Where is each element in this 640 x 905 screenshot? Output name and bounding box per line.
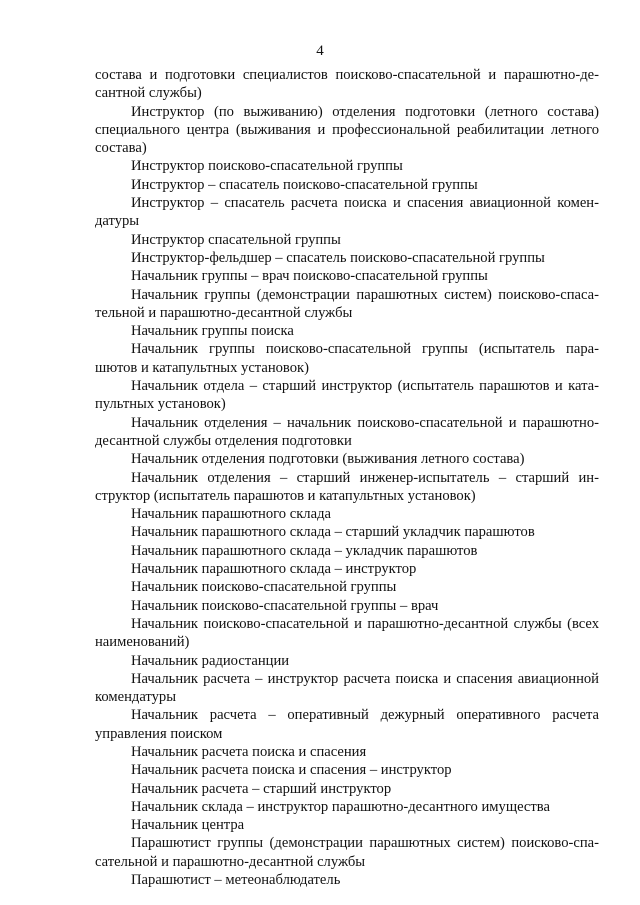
list-item: Парашютист группы (демонстрации парашютных систем) поисково-спасательной и парашютно-десантной службы [95,835,599,870]
list-item: Инструктор – спасатель поисково-спасательной группы [131,176,478,193]
list-item: Инструктор спасательной группы [131,231,341,248]
list-item: Начальник отделения – старший инженер-испытатель – старший инструктор (испытатель парашютов и катапультных установок) [95,469,599,504]
list-item: Инструктор – спасатель расчета поиска и спасения авиационной комендатуры [95,195,599,230]
list-item: Начальник группы поисково-спасательной группы (испытатель парашютов и катапультных установок) [95,341,599,376]
list-item: Начальник центра [131,817,245,834]
list-item: Начальник отдела – старший инструктор (испытатель парашютов и катапультных установок) [95,378,599,413]
list-item: Начальник группы поиска [131,323,294,340]
page-number: 4 [316,43,324,59]
list-item: Начальник расчета поиска и спасения [131,743,367,760]
list-item: Начальник расчета – инструктор расчета поиска и спасения авиационной комендатуры [95,670,599,706]
position-list [95,66,599,889]
list-item: Начальник поисково-спасательной группы [131,579,397,596]
list-item: Начальник радиостанции [131,652,290,669]
list-item: Начальник парашютного склада – инструктор [131,561,417,578]
list-item: Начальник склада – инструктор парашютно-десантного имущества [131,798,550,815]
list-item: Начальник парашютного склада – укладчик парашютов [131,542,478,559]
list-item: Инструктор (по выживанию) отделения подготовки (летного состава) специального центра (выживания и профессиональной реабилитации летного состава) [95,103,599,157]
list-item: Начальник группы (демонстрации парашютных систем) поисково-спасательной и парашютно-десантной службы [95,286,599,321]
continued-paragraph: состава и подготовки специалистов поисково-спасательной и парашютно-десантной службы) [95,67,599,102]
list-item: Начальник отделения – начальник поисково-спасательной и парашютно-десантной службы отделения подготовки [95,414,599,449]
list-item: Начальник группы – врач поисково-спасательной группы [131,268,488,285]
list-item: Начальник парашютного склада [131,506,331,523]
list-item: Парашютист – метеонаблюдатель [131,872,341,889]
list-item: Начальник расчета – старший инструктор [131,780,392,797]
list-item: Начальник расчета – оперативный дежурный оперативного расчета управления поиском [95,707,599,742]
list-item: Начальник парашютного склада – старший укладчик парашютов [131,524,535,541]
list-item: Начальник поисково-спасательной группы – врач [131,597,439,614]
list-item: Начальник расчета поиска и спасения – инструктор [131,762,452,779]
list-item: Начальник отделения подготовки (выживания летного состава) [131,451,525,468]
list-item: Инструктор поисково-спасательной группы [131,158,403,175]
list-item: Начальник поисково-спасательной и парашютно-десантной службы (всех наименований) [95,615,599,651]
list-item: Инструктор-фельдшер – спасатель поисково-спасательной группы [131,249,545,266]
